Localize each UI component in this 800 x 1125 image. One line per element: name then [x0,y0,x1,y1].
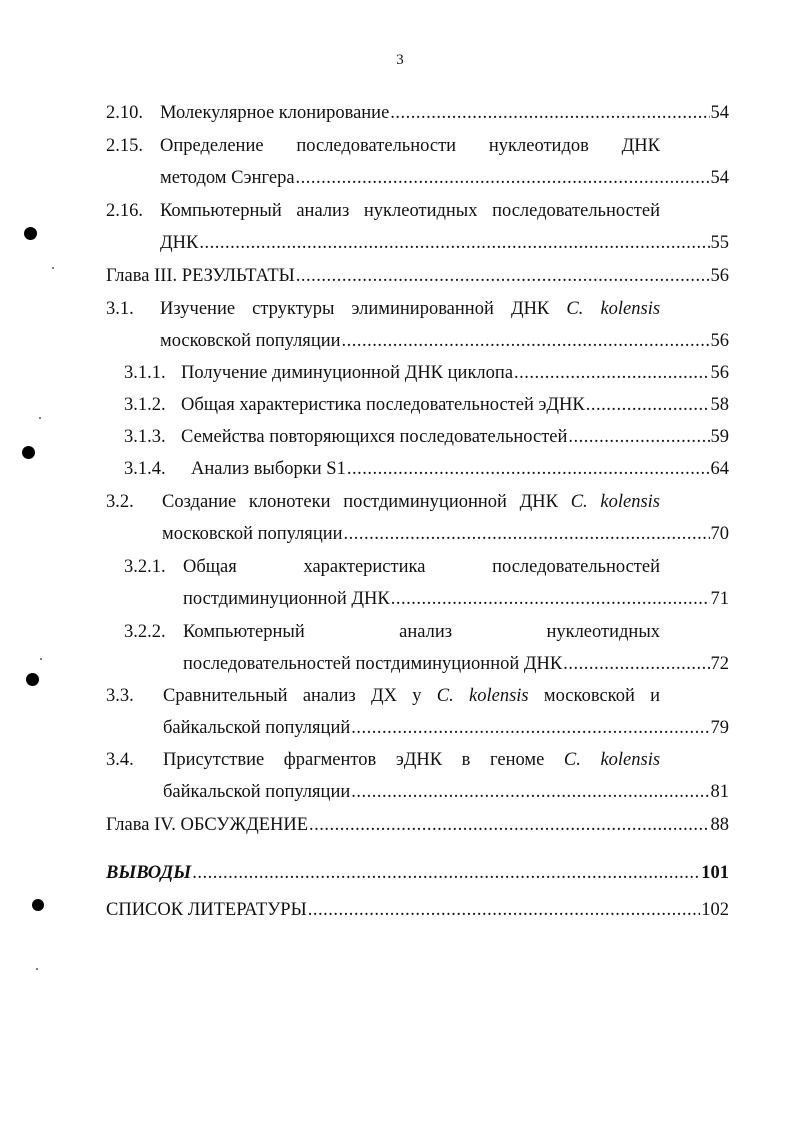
toc-number: 3.2.1. [124,557,166,577]
toc-title-line: Компьютерный анализ нуклеотидных последовательностей [160,201,661,221]
toc-number: 3.2.2. [124,622,166,642]
toc-title-line: Общая характеристика последовательностей [183,557,661,577]
toc-entry[interactable] [160,328,729,354]
toc-number: 3.2. [106,492,134,512]
toc-number: 3.1.4. [124,459,166,479]
toc-entry[interactable] [160,100,729,126]
toc-title-line: Изучение структуры элиминированной ДНК C. kolensis [160,299,661,319]
toc-page: 72 [710,654,729,674]
toc-number: 3.4. [106,750,134,770]
toc-title: Глава III. РЕЗУЛЬТАТЫ [106,266,295,286]
toc-page: 88 [710,815,729,835]
toc-title: Семейства повторяющихся последовательностей [181,427,568,447]
toc-title: последовательностей постдиминуционной ДНК [183,654,563,674]
toc-chapter-entry[interactable] [106,263,729,289]
toc-number: 2.15. [106,136,143,156]
toc-title: методом Сэнгера [160,168,295,188]
toc-entry[interactable] [181,360,729,386]
toc-page: 79 [710,718,729,738]
toc-title: ДНК [160,233,199,253]
scan-speck [52,267,54,269]
toc-number: 3.3. [106,686,134,706]
toc-page: 102 [701,900,729,920]
toc-title: московской популяции [162,524,343,544]
toc-page: 56 [710,363,729,383]
toc-page: 56 [710,266,729,286]
toc-entry[interactable] [191,456,729,482]
toc-page: 64 [710,459,729,479]
toc-title: ВЫВОДЫ [106,863,192,883]
toc-title: Молекулярное клонирование [160,103,390,123]
toc-entry[interactable] [163,779,729,805]
toc-title: байкальской популяций [163,718,351,738]
toc-conclusions-entry[interactable] [106,860,729,886]
toc-entry[interactable] [183,586,729,612]
toc-title: Глава IV. ОБСУЖДЕНИЕ [106,815,309,835]
toc-title: Общая характеристика последовательностей эДНК [181,395,585,415]
toc-title: Получение диминуционной ДНК циклопа [181,363,514,383]
toc-page: 81 [710,782,729,802]
toc-title-line: Создание клонотеки постдиминуционной ДНК C. kolensis [162,492,661,512]
binder-hole-mark [22,446,35,459]
toc-references-entry[interactable] [106,897,729,923]
toc-number: 3.1.1. [124,363,166,383]
toc-page: 101 [701,863,729,883]
toc-title: байкальской популяции [163,782,351,802]
toc-title-line: Определение последовательности нуклеотидов ДНК [160,136,660,156]
scan-speck [36,968,38,970]
toc-page: 71 [710,589,729,609]
toc-number: 2.16. [106,201,143,221]
toc-entry[interactable] [181,424,729,450]
toc-chapter-entry[interactable] [106,812,729,838]
binder-hole-mark [32,899,44,911]
toc-page: 54 [710,103,729,123]
toc-number: 2.10. [106,103,143,123]
toc-title-line: Компьютерный анализ нуклеотидных [183,622,661,642]
toc-entry[interactable] [162,521,729,547]
toc-page: 56 [710,331,729,351]
binder-hole-mark [26,673,39,686]
toc-page: 58 [710,395,729,415]
toc-entry[interactable] [163,715,729,741]
toc-page: 55 [710,233,729,253]
toc-entry[interactable] [160,230,729,256]
toc-entry[interactable] [181,392,729,418]
toc-page: 54 [710,168,729,188]
toc-number: 3.1.2. [124,395,166,415]
toc-entry[interactable] [183,651,729,677]
toc-number: 3.1. [106,299,134,319]
scan-speck [40,658,42,660]
toc-entry[interactable] [160,165,729,191]
toc-title: московской популяции [160,331,341,351]
toc-title: Анализ выборки S1 [191,459,346,479]
toc-title-line: Присутствие фрагментов эДНК в геноме C. kolensis [163,750,661,770]
page-number: 3 [396,52,404,68]
binder-hole-mark [24,227,37,240]
scan-speck [39,417,41,419]
toc-number: 3.1.3. [124,427,166,447]
toc-title: постдиминуционной ДНК [183,589,390,609]
toc-title: СПИСОК ЛИТЕРАТУРЫ [106,900,307,920]
toc-page: 70 [710,524,729,544]
toc-title-line: Сравнительный анализ ДХ у C. kolensis московской и [163,686,661,706]
toc-page: 59 [710,427,729,447]
